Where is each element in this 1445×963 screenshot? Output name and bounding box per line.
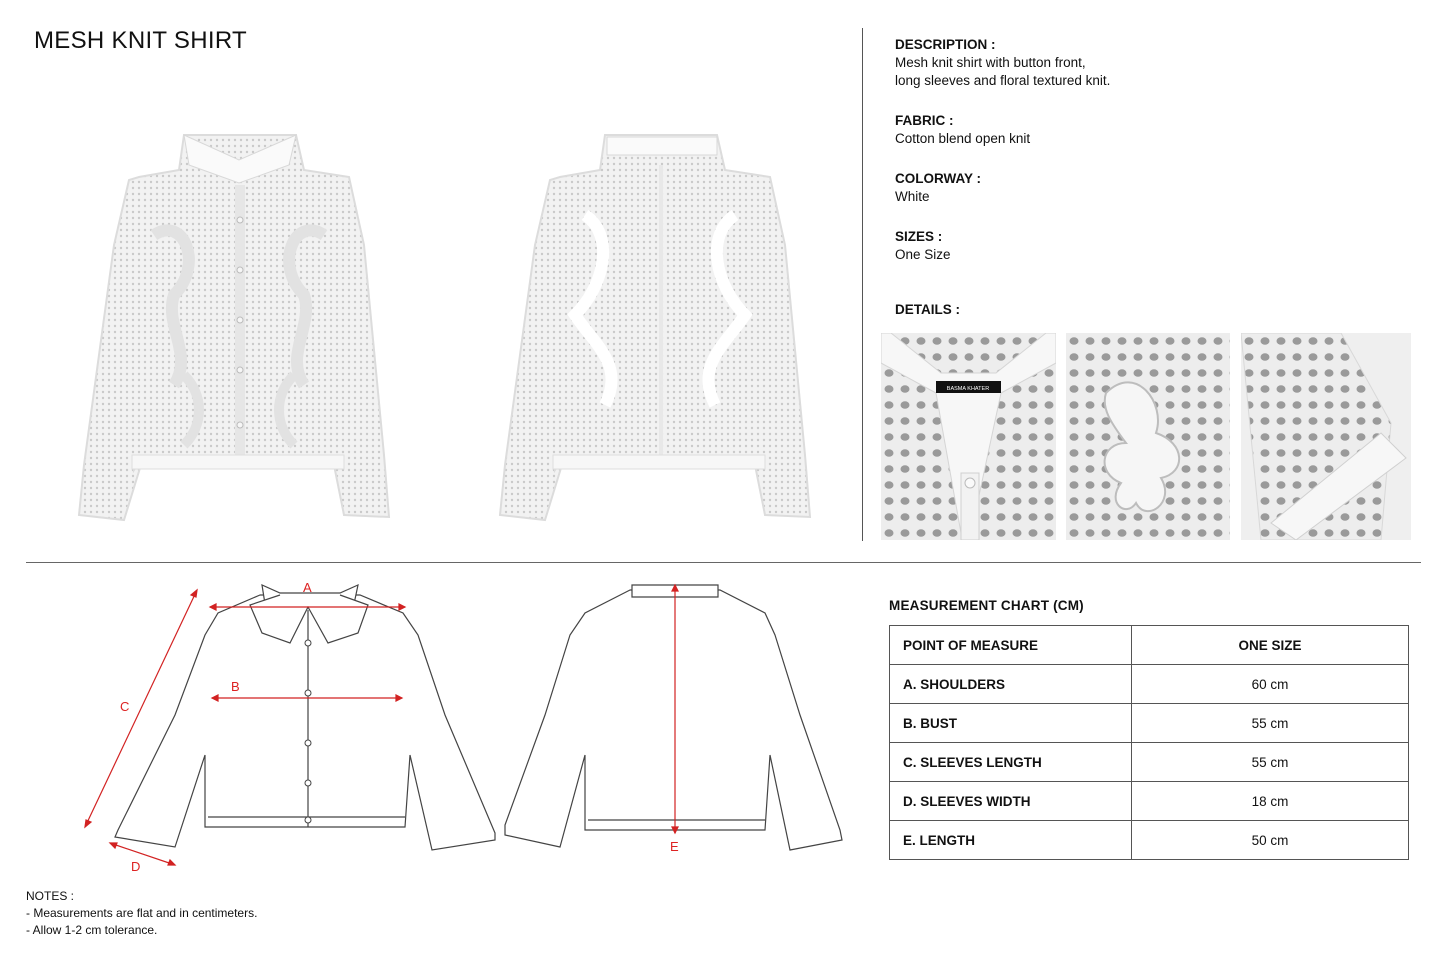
horizontal-divider — [26, 562, 1421, 563]
fabric-label: FABRIC : — [895, 113, 954, 128]
label-e: E — [670, 839, 679, 854]
row-point: B. BUST — [890, 704, 1132, 743]
row-point: E. LENGTH — [890, 821, 1132, 860]
description-text: Mesh knit shirt with button front, long sleeves and floral textured knit. — [895, 55, 1111, 88]
row-value: 55 cm — [1132, 743, 1409, 782]
row-value: 50 cm — [1132, 821, 1409, 860]
notes-line: - Allow 1-2 cm tolerance. — [26, 923, 158, 937]
notes-line: - Measurements are flat and in centimeters. — [26, 906, 258, 920]
row-point: A. SHOULDERS — [890, 665, 1132, 704]
detail-floral-image — [1066, 333, 1230, 540]
header-size: ONE SIZE — [1132, 626, 1409, 665]
row-value: 18 cm — [1132, 782, 1409, 821]
page-title: MESH KNIT SHIRT — [34, 27, 247, 54]
sizes-text: One Size — [895, 247, 951, 262]
fabric-section — [895, 112, 1315, 148]
details-label: DETAILS : — [895, 302, 960, 317]
info-panel — [895, 36, 1315, 286]
front-flat-sketch — [115, 585, 495, 850]
table-row — [890, 704, 1409, 743]
front-photo — [34, 125, 446, 525]
header-point: POINT OF MEASURE — [890, 626, 1132, 665]
row-value: 60 cm — [1132, 665, 1409, 704]
label-c: C — [120, 699, 130, 714]
row-point: C. SLEEVES LENGTH — [890, 743, 1132, 782]
description-label: DESCRIPTION : — [895, 37, 996, 52]
detail-sleeve-image — [1241, 333, 1411, 540]
row-value: 55 cm — [1132, 704, 1409, 743]
sizes-section — [895, 228, 1315, 264]
notes — [26, 888, 257, 939]
notes-label: NOTES : — [26, 889, 75, 903]
measurement-chart-title: MEASUREMENT CHART (CM) — [889, 598, 1084, 613]
label-b: B — [231, 679, 240, 694]
technical-sketch — [0, 565, 870, 885]
brand-tag-text: BASMA KHATER — [946, 386, 990, 392]
table-row — [890, 821, 1409, 860]
row-point: D. SLEEVES WIDTH — [890, 782, 1132, 821]
colorway-text: White — [895, 189, 930, 204]
label-a: A — [303, 580, 312, 595]
description-section — [895, 36, 1315, 90]
back-flat-sketch — [505, 585, 842, 850]
detail-collar-image — [881, 333, 1056, 540]
table-row — [890, 782, 1409, 821]
measurement-table — [889, 625, 1409, 860]
back-photo — [455, 125, 867, 525]
sizes-label: SIZES : — [895, 229, 943, 244]
colorway-label: COLORWAY : — [895, 171, 982, 186]
colorway-section — [895, 170, 1315, 206]
label-d: D — [131, 859, 141, 874]
table-header-row — [890, 626, 1409, 665]
table-row — [890, 665, 1409, 704]
table-row — [890, 743, 1409, 782]
fabric-text: Cotton blend open knit — [895, 131, 1031, 146]
